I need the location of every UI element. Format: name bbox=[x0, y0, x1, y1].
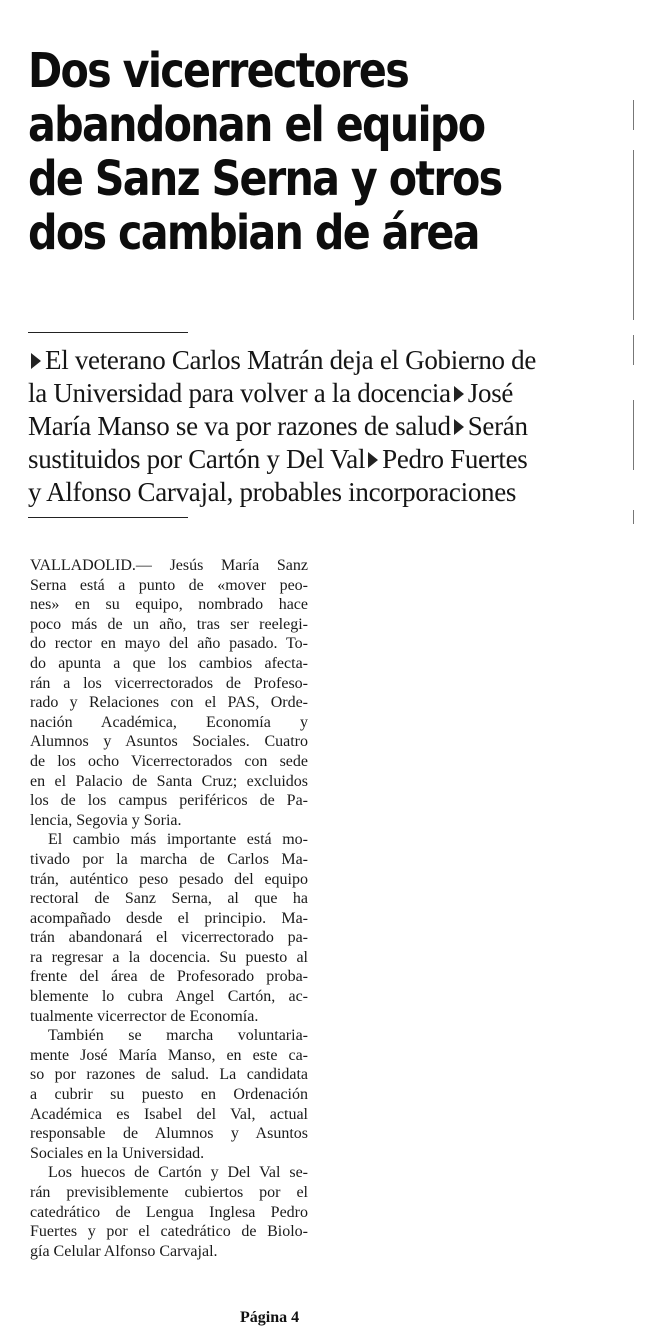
margin-mark bbox=[633, 335, 634, 365]
body-line: También se marcha voluntaria- bbox=[48, 1027, 308, 1045]
headline-line: Dos vicerrectores bbox=[28, 43, 409, 99]
page-number: Página 4 bbox=[240, 1309, 300, 1326]
article-body bbox=[30, 556, 308, 1261]
body-line: nes» en su equipo, nombrado hace bbox=[30, 596, 308, 614]
margin-mark bbox=[633, 510, 634, 524]
bullet-triangle-icon bbox=[31, 353, 41, 369]
body-line: Sociales en la Universidad. bbox=[30, 1144, 205, 1162]
body-line: Los huecos de Cartón y Del Val se- bbox=[48, 1164, 308, 1182]
body-line: tivado por la marcha de Carlos Ma- bbox=[30, 850, 308, 868]
body-line: El cambio más importante está mo- bbox=[48, 831, 308, 849]
bullet-triangle-icon bbox=[454, 386, 464, 402]
subhead bbox=[28, 344, 648, 509]
body-line: rado y Relaciones con el PAS, Orde- bbox=[30, 694, 308, 712]
body-line: responsable de Alumnos y Asuntos bbox=[30, 1125, 308, 1143]
body-line: lencia, Segovia y Soria. bbox=[30, 811, 182, 829]
body-line: los de los campus periféricos de Pa- bbox=[30, 792, 308, 810]
subhead-line: sustituidos por Cartón y Del Val Pedro Fuertes bbox=[28, 444, 528, 474]
margin-mark bbox=[633, 400, 634, 470]
subhead-line: El veterano Carlos Matrán deja el Gobierno de bbox=[28, 344, 648, 377]
headline-line: de Sanz Serna y otros bbox=[28, 151, 502, 207]
body-line: nación Académica, Economía y bbox=[30, 713, 308, 731]
body-line: Serna está a punto de «mover peo- bbox=[30, 576, 308, 594]
headline-line: abandonan el equipo bbox=[28, 97, 485, 153]
body-line: trán, auténtico peso pesado del equipo bbox=[30, 870, 308, 888]
body-line: tualmente vicerrector de Economía. bbox=[30, 1007, 259, 1025]
body-line: catedrático de Lengua Inglesa Pedro bbox=[30, 1203, 308, 1221]
bullet-triangle-icon bbox=[454, 419, 464, 435]
subhead-line: y Alfonso Carvajal, probables incorporaciones bbox=[28, 477, 517, 507]
body-line: blemente lo cubra Angel Cartón, ac- bbox=[30, 988, 308, 1006]
body-line: acompañado desde el principio. Ma- bbox=[30, 909, 308, 927]
headline-line: dos cambian de área bbox=[28, 205, 479, 261]
body-line: poco más de un año, tras ser reelegi- bbox=[30, 615, 308, 633]
body-line: rán a los vicerrectorados de Profeso- bbox=[30, 674, 308, 692]
body-line: a cubrir su puesto en Ordenación bbox=[30, 1086, 308, 1104]
subhead-top-rule bbox=[28, 332, 188, 333]
body-line: en el Palacio de Santa Cruz; excluidos bbox=[30, 772, 308, 790]
body-line: gía Celular Alfonso Carvajal. bbox=[30, 1242, 218, 1260]
subhead-bottom-rule bbox=[28, 517, 188, 518]
body-line: trán abandonará el vicerrectorado pa- bbox=[30, 929, 308, 947]
body-line: Fuertes y por el catedrático de Biolo- bbox=[30, 1223, 308, 1241]
subhead-line: María Manso se va por razones de salud Serán bbox=[28, 411, 528, 441]
headline bbox=[28, 44, 535, 260]
margin-mark bbox=[633, 150, 634, 320]
body-line: Académica es Isabel del Val, actual bbox=[30, 1105, 308, 1123]
body-line: so por razones de salud. La candidata bbox=[30, 1066, 308, 1084]
body-line: mente José María Manso, en este ca- bbox=[30, 1046, 308, 1064]
body-line: de los ocho Vicerrectorados con sede bbox=[30, 752, 308, 770]
bullet-triangle-icon bbox=[368, 452, 378, 468]
margin-mark bbox=[633, 100, 634, 130]
subhead-line: la Universidad para volver a la docencia José bbox=[28, 378, 514, 408]
body-line: Alumnos y Asuntos Sociales. Cuatro bbox=[30, 733, 308, 751]
body-line: rectoral de Sanz Serna, al que ha bbox=[30, 890, 308, 908]
body-line: rán previsiblemente cubiertos por el bbox=[30, 1184, 308, 1201]
body-line: frente del área de Profesorado proba- bbox=[30, 968, 308, 986]
body-line: do apunta a que los cambios afecta- bbox=[30, 654, 308, 672]
body-line: VALLADOLID.— Jesús María Sanz bbox=[30, 557, 308, 574]
body-line: ra regresar a la docencia. Su puesto al bbox=[30, 948, 308, 966]
body-line: do rector en mayo del año pasado. To- bbox=[30, 635, 308, 653]
